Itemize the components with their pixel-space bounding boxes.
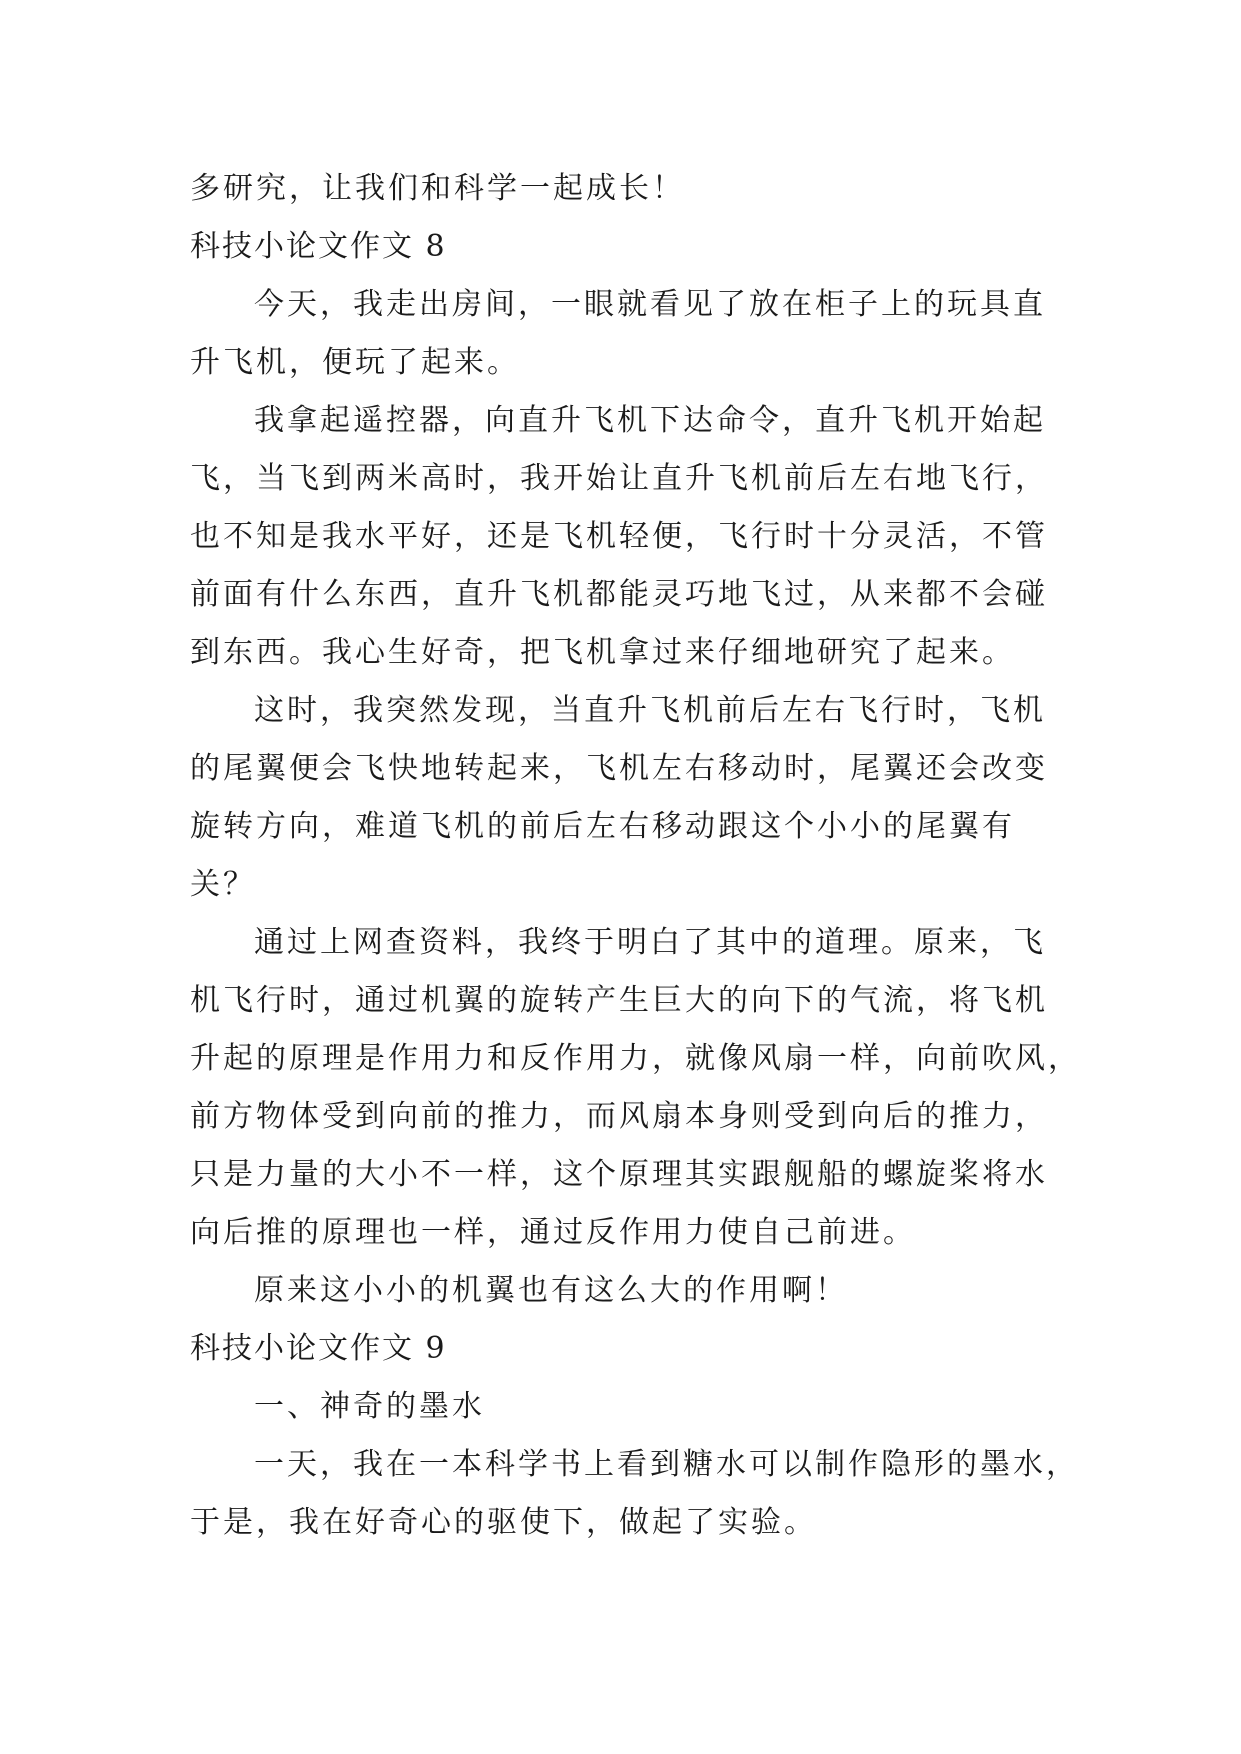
paragraph-first-line: 原来这小小的机翼也有这么大的作用啊！ xyxy=(254,1273,848,1308)
text-line: 飞，当飞到两米高时，我开始让直升飞机前后左右地飞行， xyxy=(190,461,1048,496)
text-line: 到东西。我心生好奇，把飞机拿过来仔细地研究了起来。 xyxy=(190,635,1015,670)
document-page xyxy=(190,160,1081,1552)
text-line: 旋转方向，难道飞机的前后左右移动跟这个小小的尾翼有 xyxy=(190,809,1015,844)
text-line: 机飞行时，通过机翼的旋转产生巨大的向下的气流，将飞机 xyxy=(190,983,1048,1018)
text-line: 的尾翼便会飞快地转起来，飞机左右移动时，尾翼还会改变 xyxy=(190,751,1048,786)
text-line: 前面有什么东西，直升飞机都能灵巧地飞过，从来都不会碰 xyxy=(190,577,1048,612)
paragraph-first-line: 今天，我走出房间，一眼就看见了放在柜子上的玩具直 xyxy=(254,287,1046,322)
text-line: 前方物体受到向前的推力，而风扇本身则受到向后的推力， xyxy=(190,1099,1048,1134)
text-line: 也不知是我水平好，还是飞机轻便，飞行时十分灵活，不管 xyxy=(190,519,1048,554)
subsection-heading: 一、神奇的墨水 xyxy=(254,1389,485,1424)
section-heading: 科技小论文作文 8 xyxy=(190,229,447,264)
text-line: 向后推的原理也一样，通过反作用力使自己前进。 xyxy=(190,1215,916,1250)
text-line: 于是，我在好奇心的驱使下，做起了实验。 xyxy=(190,1505,817,1540)
text-line: 关？ xyxy=(190,867,256,902)
section-heading: 科技小论文作文 9 xyxy=(190,1331,447,1366)
text-line: 多研究，让我们和科学一起成长！ xyxy=(190,171,685,206)
paragraph-first-line: 我拿起遥控器，向直升飞机下达命令，直升飞机开始起 xyxy=(254,403,1046,438)
paragraph-first-line: 一天，我在一本科学书上看到糖水可以制作隐形的墨水， xyxy=(254,1447,1079,1482)
paragraph-first-line: 通过上网查资料，我终于明白了其中的道理。原来，飞 xyxy=(254,925,1046,960)
text-line: 升起的原理是作用力和反作用力，就像风扇一样，向前吹风， xyxy=(190,1041,1081,1076)
text-line: 只是力量的大小不一样，这个原理其实跟舰船的螺旋桨将水 xyxy=(190,1157,1048,1192)
text-line: 升飞机，便玩了起来。 xyxy=(190,345,520,380)
paragraph-first-line: 这时，我突然发现，当直升飞机前后左右飞行时，飞机 xyxy=(254,693,1046,728)
